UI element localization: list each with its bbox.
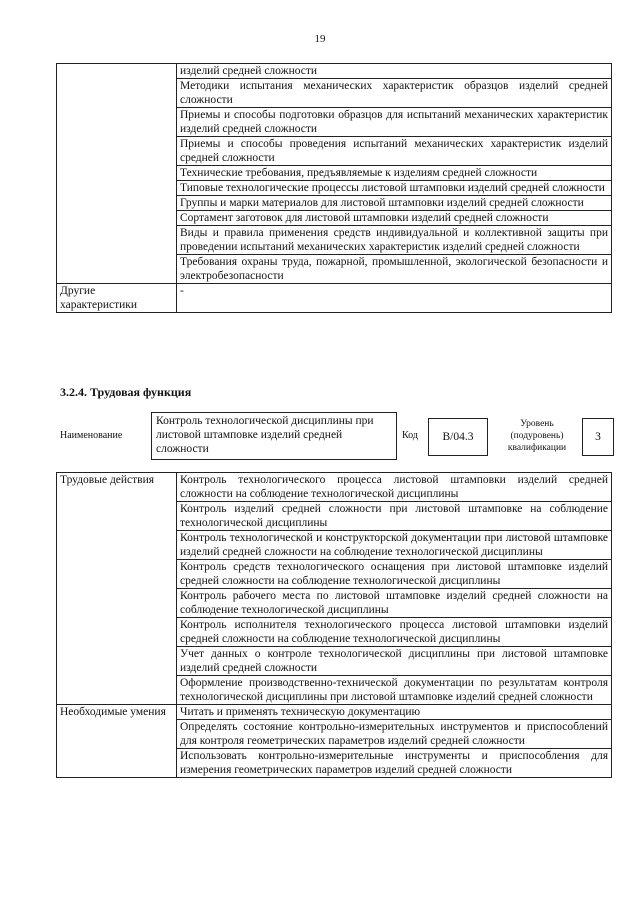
level-box: 3 [582, 418, 614, 456]
other-characteristics-value: - [177, 284, 612, 313]
table-row [57, 705, 612, 720]
knowledge-item: Типовые технологические процессы листовой штамповки изделий средней сложности [177, 181, 612, 196]
knowledge-item: Сортамент заготовок для листовой штамповки изделий средней сложности [177, 211, 612, 226]
knowledge-item: изделий средней сложности [177, 64, 612, 79]
labor-action-item: Контроль изделий средней сложности при листовой штамповке на соблюдение технологической дисциплины [177, 502, 612, 531]
table-row [57, 473, 612, 502]
knowledge-item: Технические требования, предъявляемые к изделиям средней сложности [177, 166, 612, 181]
table-row [57, 284, 612, 313]
skill-item: Определять состояние контрольно-измерительных инструментов и приспособлений для контроля геометрических параметров изделий средней сложности [177, 720, 612, 749]
labor-action-item: Контроль средств технологического оснащения при листовой штамповке изделий средней сложности на соблюдение технологической дисциплины [177, 560, 612, 589]
required-skills-label: Необходимые умения [57, 705, 177, 778]
labor-action-item: Оформление производственно-технической документации по результатам контроля технологической дисциплины при листовой штамповке изделий средней сложности [177, 676, 612, 705]
row-label-cell [57, 64, 177, 284]
table-row [57, 64, 612, 79]
function-name-box: Контроль технологической дисциплины при листовой штамповке изделий средней сложности [151, 412, 397, 460]
function-details-table [56, 472, 612, 778]
labor-action-item: Контроль рабочего места по листовой штамповке изделий средней сложности на соблюдение технологической дисциплины [177, 589, 612, 618]
labor-action-item: Контроль технологической и конструкторской документации при листовой штамповке изделий средней сложности на соблюдение технологической дисциплины [177, 531, 612, 560]
section-heading: 3.2.4. Трудовая функция [60, 385, 192, 399]
skill-item: Использовать контрольно-измерительные инструменты и приспособления для измерения геометрических параметров изделий средней сложности [177, 749, 612, 778]
name-label: Наименование [60, 430, 123, 441]
knowledge-table [56, 63, 612, 313]
labor-actions-label: Трудовые действия [57, 473, 177, 705]
knowledge-item: Группы и марки материалов для листовой штамповки изделий средней сложности [177, 196, 612, 211]
page-number: 19 [314, 33, 326, 45]
skill-item: Читать и применять техническую документацию [177, 705, 612, 720]
knowledge-item: Приемы и способы проведения испытаний механических характеристик изделий средней сложности [177, 137, 612, 166]
labor-action-item: Контроль технологического процесса листовой штамповки изделий средней сложности на соблюдение технологической дисциплины [177, 473, 612, 502]
labor-action-item: Контроль исполнителя технологического процесса листовой штамповки изделий средней сложности на соблюдение технологической дисциплины [177, 618, 612, 647]
level-label: Уровень (подуровень) квалификации [507, 419, 567, 453]
labor-action-item: Учет данных о контроле технологической дисциплины при листовой штамповке изделий средней сложности [177, 647, 612, 676]
knowledge-item: Виды и правила применения средств индивидуальной и коллективной защиты при проведении испытаний механических характеристик изделий средней сложности [177, 226, 612, 255]
code-box: B/04.3 [428, 418, 488, 456]
knowledge-item: Требования охраны труда, пожарной, промышленной, экологической безопасности и электробезопасности [177, 255, 612, 284]
knowledge-item: Методики испытания механических характеристик образцов изделий средней сложности [177, 79, 612, 108]
knowledge-item: Приемы и способы подготовки образцов для испытаний механических характеристик изделий средней сложности [177, 108, 612, 137]
other-characteristics-label: Другие характеристики [57, 284, 177, 313]
code-label: Код [402, 430, 418, 441]
